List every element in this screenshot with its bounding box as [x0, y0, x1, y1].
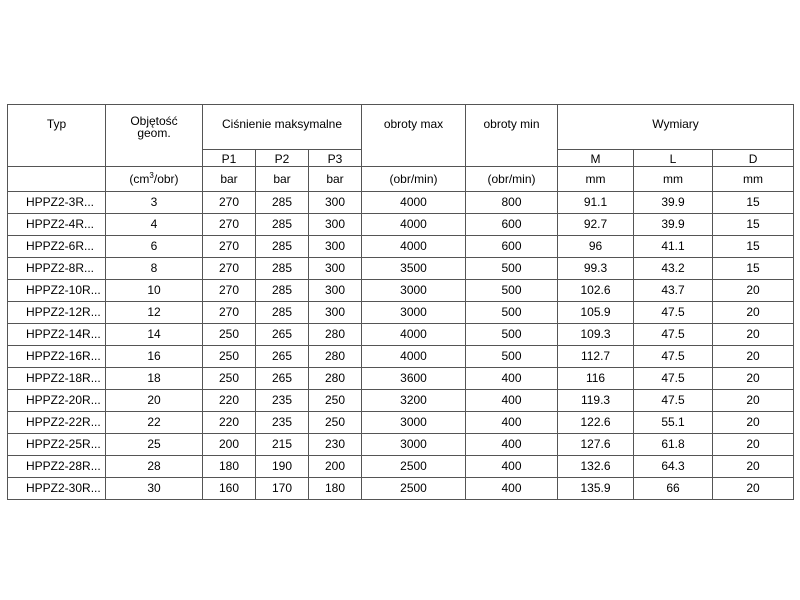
cell-p1: 270	[203, 192, 256, 214]
cell-d: 20	[713, 280, 794, 302]
unit-typ	[8, 167, 106, 192]
cell-p2: 285	[256, 280, 309, 302]
cell-rpm-max: 2500	[362, 456, 466, 478]
table-row	[8, 214, 794, 236]
cell-p3: 250	[309, 390, 362, 412]
cell-rpm-min: 500	[466, 346, 558, 368]
table-row	[8, 236, 794, 258]
table-row	[8, 192, 794, 214]
unit-volume-suffix: /obr)	[153, 172, 179, 186]
cell-p2: 285	[256, 258, 309, 280]
cell-rpm-min: 400	[466, 434, 558, 456]
cell-typ: HPPZ2-30R...	[8, 478, 106, 500]
spec-table	[7, 104, 794, 500]
cell-rpm-max: 3600	[362, 368, 466, 390]
unit-d: mm	[713, 167, 794, 192]
cell-volume: 16	[106, 346, 203, 368]
cell-typ: HPPZ2-10R...	[8, 280, 106, 302]
cell-p3: 300	[309, 192, 362, 214]
cell-typ: HPPZ2-25R...	[8, 434, 106, 456]
cell-typ: HPPZ2-6R...	[8, 236, 106, 258]
cell-l: 47.5	[634, 390, 713, 412]
cell-rpm-max: 2500	[362, 478, 466, 500]
table-row	[8, 346, 794, 368]
cell-rpm-min: 500	[466, 302, 558, 324]
cell-rpm-min: 400	[466, 390, 558, 412]
cell-volume: 28	[106, 456, 203, 478]
cell-typ: HPPZ2-3R...	[8, 192, 106, 214]
cell-p1: 270	[203, 236, 256, 258]
cell-p2: 285	[256, 192, 309, 214]
cell-p1: 270	[203, 214, 256, 236]
cell-p1: 220	[203, 412, 256, 434]
cell-rpm-max: 3000	[362, 302, 466, 324]
header-d: D	[713, 150, 794, 167]
cell-rpm-max: 4000	[362, 346, 466, 368]
cell-typ: HPPZ2-28R...	[8, 456, 106, 478]
cell-d: 20	[713, 456, 794, 478]
cell-l: 47.5	[634, 324, 713, 346]
cell-p1: 270	[203, 280, 256, 302]
cell-p3: 280	[309, 346, 362, 368]
cell-volume: 30	[106, 478, 203, 500]
cell-rpm-min: 800	[466, 192, 558, 214]
unit-p3: bar	[309, 167, 362, 192]
cell-p3: 300	[309, 280, 362, 302]
cell-p3: 250	[309, 412, 362, 434]
cell-p2: 235	[256, 412, 309, 434]
header-rpm-max: obroty max	[362, 105, 466, 167]
cell-volume: 3	[106, 192, 203, 214]
cell-l: 43.2	[634, 258, 713, 280]
cell-typ: HPPZ2-16R...	[8, 346, 106, 368]
cell-rpm-min: 600	[466, 236, 558, 258]
cell-l: 64.3	[634, 456, 713, 478]
cell-d: 15	[713, 236, 794, 258]
cell-rpm-min: 400	[466, 368, 558, 390]
cell-d: 15	[713, 214, 794, 236]
header-p1: P1	[203, 150, 256, 167]
unit-volume	[106, 167, 203, 192]
cell-m: 92.7	[558, 214, 634, 236]
cell-p1: 220	[203, 390, 256, 412]
cell-m: 112.7	[558, 346, 634, 368]
cell-volume: 12	[106, 302, 203, 324]
header-rpm-min: obroty min	[466, 105, 558, 167]
cell-p1: 270	[203, 258, 256, 280]
unit-rpm-min: (obr/min)	[466, 167, 558, 192]
table-row	[8, 258, 794, 280]
cell-p2: 265	[256, 346, 309, 368]
header-volume	[106, 105, 203, 167]
cell-rpm-max: 4000	[362, 236, 466, 258]
header-p3: P3	[309, 150, 362, 167]
cell-d: 20	[713, 412, 794, 434]
unit-p1: bar	[203, 167, 256, 192]
header-volume-line1: Objętość	[130, 114, 178, 128]
cell-d: 15	[713, 258, 794, 280]
cell-volume: 20	[106, 390, 203, 412]
cell-p3: 200	[309, 456, 362, 478]
cell-d: 20	[713, 390, 794, 412]
table-row	[8, 280, 794, 302]
table-row	[8, 390, 794, 412]
header-pressure-group: Ciśnienie maksymalne	[203, 105, 362, 150]
cell-typ: HPPZ2-22R...	[8, 412, 106, 434]
cell-volume: 4	[106, 214, 203, 236]
unit-rpm-max: (obr/min)	[362, 167, 466, 192]
cell-l: 39.9	[634, 214, 713, 236]
cell-d: 20	[713, 302, 794, 324]
cell-volume: 10	[106, 280, 203, 302]
cell-p2: 285	[256, 302, 309, 324]
table-row	[8, 456, 794, 478]
cell-rpm-max: 4000	[362, 214, 466, 236]
cell-m: 105.9	[558, 302, 634, 324]
cell-m: 135.9	[558, 478, 634, 500]
cell-rpm-max: 3500	[362, 258, 466, 280]
cell-p2: 170	[256, 478, 309, 500]
cell-typ: HPPZ2-12R...	[8, 302, 106, 324]
cell-l: 55.1	[634, 412, 713, 434]
cell-p3: 180	[309, 478, 362, 500]
cell-l: 66	[634, 478, 713, 500]
table-row	[8, 324, 794, 346]
unit-volume-sup: 3	[149, 171, 154, 180]
header-l: L	[634, 150, 713, 167]
cell-p2: 215	[256, 434, 309, 456]
cell-rpm-min: 400	[466, 478, 558, 500]
cell-p1: 270	[203, 302, 256, 324]
cell-p3: 300	[309, 258, 362, 280]
header-p2: P2	[256, 150, 309, 167]
cell-m: 96	[558, 236, 634, 258]
cell-d: 20	[713, 368, 794, 390]
header-volume-line2: geom.	[137, 126, 171, 140]
cell-typ: HPPZ2-8R...	[8, 258, 106, 280]
cell-rpm-max: 3000	[362, 280, 466, 302]
cell-d: 15	[713, 192, 794, 214]
cell-rpm-min: 400	[466, 456, 558, 478]
cell-volume: 22	[106, 412, 203, 434]
table-row	[8, 434, 794, 456]
cell-l: 47.5	[634, 346, 713, 368]
cell-p2: 265	[256, 368, 309, 390]
cell-p1: 250	[203, 368, 256, 390]
unit-p2: bar	[256, 167, 309, 192]
cell-rpm-max: 3000	[362, 412, 466, 434]
cell-rpm-min: 500	[466, 280, 558, 302]
cell-rpm-max: 3000	[362, 434, 466, 456]
cell-d: 20	[713, 478, 794, 500]
cell-volume: 6	[106, 236, 203, 258]
spec-table-body	[8, 192, 794, 500]
cell-p2: 285	[256, 236, 309, 258]
cell-d: 20	[713, 346, 794, 368]
cell-p1: 200	[203, 434, 256, 456]
cell-m: 109.3	[558, 324, 634, 346]
cell-volume: 8	[106, 258, 203, 280]
cell-rpm-min: 500	[466, 258, 558, 280]
cell-p2: 235	[256, 390, 309, 412]
cell-m: 91.1	[558, 192, 634, 214]
cell-p3: 230	[309, 434, 362, 456]
cell-rpm-min: 600	[466, 214, 558, 236]
cell-m: 116	[558, 368, 634, 390]
cell-p3: 300	[309, 236, 362, 258]
cell-typ: HPPZ2-4R...	[8, 214, 106, 236]
cell-d: 20	[713, 434, 794, 456]
cell-m: 132.6	[558, 456, 634, 478]
cell-p1: 250	[203, 324, 256, 346]
cell-p3: 280	[309, 368, 362, 390]
cell-p3: 300	[309, 302, 362, 324]
cell-p3: 300	[309, 214, 362, 236]
unit-m: mm	[558, 167, 634, 192]
cell-m: 102.6	[558, 280, 634, 302]
cell-volume: 18	[106, 368, 203, 390]
cell-l: 43.7	[634, 280, 713, 302]
cell-p2: 265	[256, 324, 309, 346]
cell-m: 119.3	[558, 390, 634, 412]
cell-rpm-min: 400	[466, 412, 558, 434]
cell-m: 127.6	[558, 434, 634, 456]
cell-rpm-max: 4000	[362, 324, 466, 346]
table-row	[8, 412, 794, 434]
cell-p1: 160	[203, 478, 256, 500]
cell-rpm-max: 3200	[362, 390, 466, 412]
cell-p1: 180	[203, 456, 256, 478]
cell-l: 47.5	[634, 368, 713, 390]
cell-m: 99.3	[558, 258, 634, 280]
cell-l: 39.9	[634, 192, 713, 214]
cell-p2: 190	[256, 456, 309, 478]
header-typ: Typ	[8, 105, 106, 167]
cell-volume: 25	[106, 434, 203, 456]
cell-rpm-min: 500	[466, 324, 558, 346]
cell-l: 61.8	[634, 434, 713, 456]
table-row	[8, 302, 794, 324]
cell-p2: 285	[256, 214, 309, 236]
cell-volume: 14	[106, 324, 203, 346]
cell-typ: HPPZ2-20R...	[8, 390, 106, 412]
cell-l: 47.5	[634, 302, 713, 324]
cell-m: 122.6	[558, 412, 634, 434]
cell-l: 41.1	[634, 236, 713, 258]
cell-rpm-max: 4000	[362, 192, 466, 214]
cell-typ: HPPZ2-18R...	[8, 368, 106, 390]
unit-volume-prefix: (cm	[129, 172, 150, 186]
table-row	[8, 368, 794, 390]
table-row	[8, 478, 794, 500]
cell-p1: 250	[203, 346, 256, 368]
header-dimensions-group: Wymiary	[558, 105, 794, 150]
header-m: M	[558, 150, 634, 167]
cell-d: 20	[713, 324, 794, 346]
unit-l: mm	[634, 167, 713, 192]
cell-p3: 280	[309, 324, 362, 346]
cell-typ: HPPZ2-14R...	[8, 324, 106, 346]
